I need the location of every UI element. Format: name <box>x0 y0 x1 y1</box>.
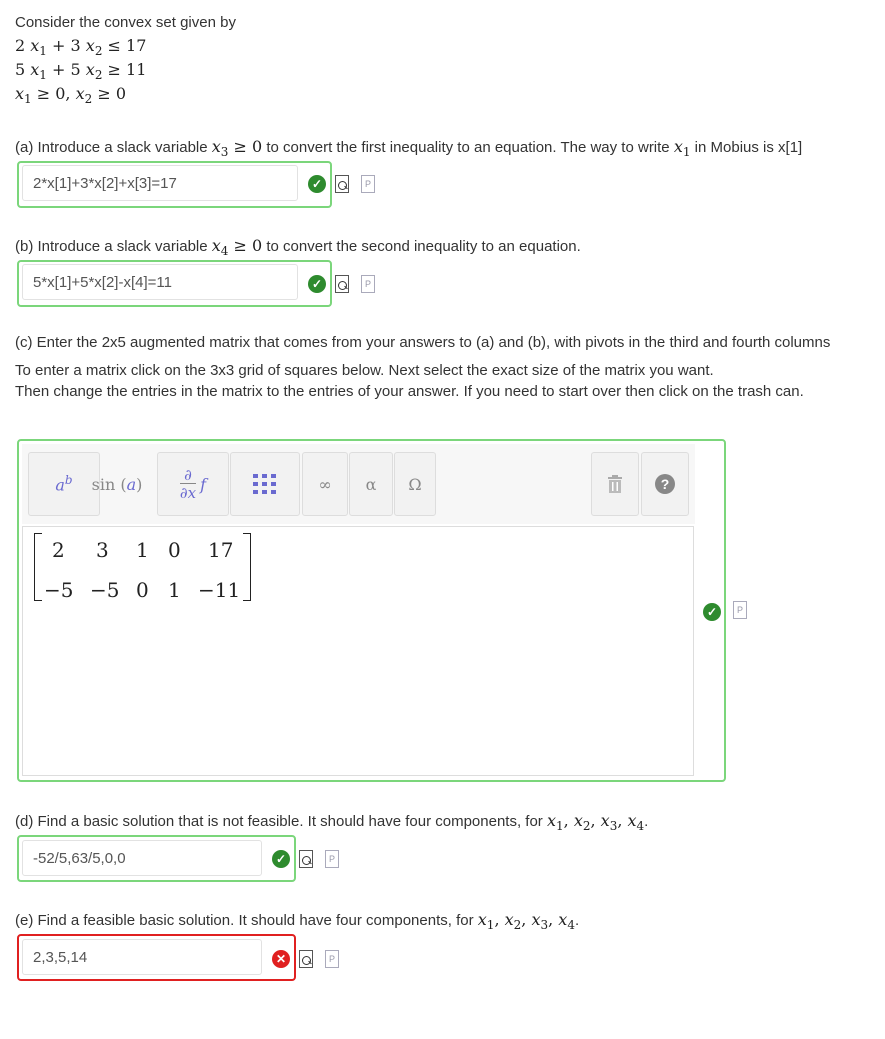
intro-text: Consider the convex set given by <box>15 14 236 31</box>
incorrect-x-icon: ✕ <box>272 950 290 968</box>
document-icon[interactable]: P <box>361 275 375 293</box>
part-c-instr-1: To enter a matrix click on the 3x3 grid of squares below. Next select the exact size of the matrix you want. <box>15 362 714 379</box>
constraint-3: $x_1 \ge 0$, $x_2 \ge 0$ <box>15 84 127 106</box>
sin-button[interactable]: sin (a) <box>91 474 143 494</box>
part-e-input[interactable]: 2,3,5,14 <box>22 939 262 975</box>
matrix-cell[interactable]: 3 <box>96 538 109 562</box>
matrix-cell[interactable]: 1 <box>168 578 181 602</box>
matrix-cell[interactable]: −11 <box>198 578 241 602</box>
correct-check-icon: ✓ <box>272 850 290 868</box>
matrix-cell[interactable]: 2 <box>52 538 65 562</box>
matrix-editor[interactable] <box>22 526 694 776</box>
right-bracket <box>243 533 251 601</box>
document-icon[interactable]: P <box>325 850 339 868</box>
document-icon[interactable]: P <box>733 601 747 619</box>
part-a-prompt: (a) Introduce a slack variable $x_3 \ge 0$ to convert the first inequality to an equation. The way to write $x_1$ in Mobius is x[1] <box>15 137 803 159</box>
matrix-cell[interactable]: −5 <box>44 578 74 602</box>
trash-button[interactable] <box>591 452 639 516</box>
matrix-cell[interactable]: 1 <box>136 538 149 562</box>
correct-check-icon: ✓ <box>308 175 326 193</box>
preview-icon[interactable] <box>299 850 313 868</box>
part-d-input[interactable]: -52/5,63/5,0,0 <box>22 840 262 876</box>
part-c-instr-2: Then change the entries in the matrix to the entries of your answer. If you need to start over then click on the trash can. <box>15 383 804 400</box>
matrix-cell[interactable]: −5 <box>90 578 120 602</box>
left-bracket <box>34 533 42 601</box>
matrix-cell[interactable]: 17 <box>208 538 234 562</box>
help-icon: ? <box>655 474 675 494</box>
preview-icon[interactable] <box>299 950 313 968</box>
part-e-prompt: (e) Find a feasible basic solution. It should have four components, for $x_1$, $x_2$, $x_3$, $x_4$. <box>15 910 580 932</box>
derivative-button[interactable]: ∂ ∂x f <box>157 452 229 516</box>
omega-button[interactable]: Ω <box>394 452 436 516</box>
preview-icon[interactable] <box>335 275 349 293</box>
matrix-grid-icon <box>252 473 278 495</box>
alpha-button[interactable]: α <box>349 452 393 516</box>
preview-icon[interactable] <box>335 175 349 193</box>
matrix-grid-button[interactable] <box>230 452 300 516</box>
constraint-2: 5 $x_1 + 5$ $x_2 \ge 11$ <box>15 60 147 82</box>
document-icon[interactable]: P <box>361 175 375 193</box>
infinity-button[interactable]: ∞ <box>302 452 348 516</box>
part-a-input[interactable]: 2*x[1]+3*x[2]+x[3]=17 <box>22 165 298 201</box>
part-b-input[interactable]: 5*x[1]+5*x[2]-x[4]=11 <box>22 264 298 300</box>
trash-icon <box>606 474 624 494</box>
part-c-prompt: (c) Enter the 2x5 augmented matrix that comes from your answers to (a) and (b), with pivots in the third and fourth columns <box>15 334 831 351</box>
power-button[interactable]: $a^b$ <box>28 452 100 516</box>
part-b-prompt: (b) Introduce a slack variable $x_4 \ge 0$ to convert the second inequality to an equation. <box>15 236 581 258</box>
correct-check-icon: ✓ <box>703 603 721 621</box>
part-d-prompt: (d) Find a basic solution that is not feasible. It should have four components, for $x_1$, $x_2$, $x_3$, $x_4$. <box>15 811 649 833</box>
matrix-cell[interactable]: 0 <box>168 538 181 562</box>
matrix-cell[interactable]: 0 <box>136 578 149 602</box>
help-button[interactable] <box>641 452 689 516</box>
constraint-1: 2 $x_1 + 3$ $x_2 \le 17$ <box>15 36 147 58</box>
document-icon[interactable]: P <box>325 950 339 968</box>
correct-check-icon: ✓ <box>308 275 326 293</box>
